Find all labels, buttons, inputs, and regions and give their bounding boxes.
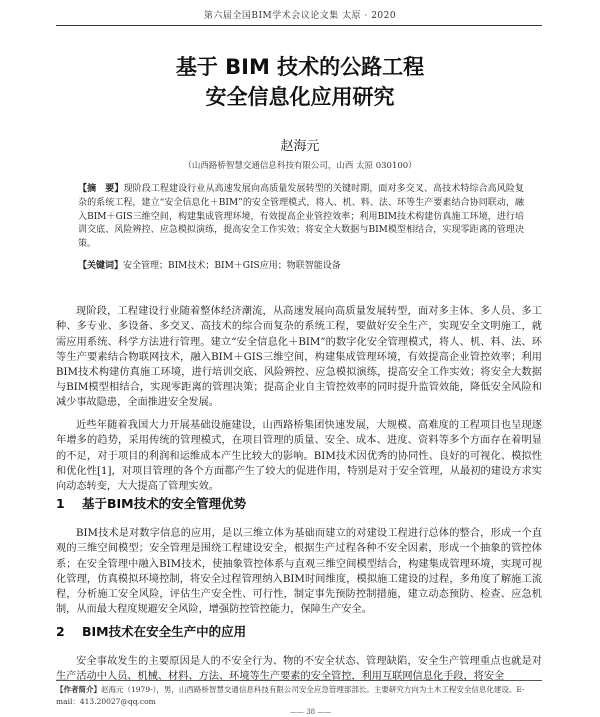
keywords-text: 安全管理；BIM技术；BIM＋GIS应用；物联智能设备: [123, 261, 341, 271]
abstract-text: 现阶段工程建设行业从高速发展向高质量发展转型的关键时期，面对多交叉、高技术特综合高风险复杂的系统工程，建立“安全信息化＋BIM”的安全管理模式，将人、机、料、法、环等生产要素结合协同联动，融入BIM＋GIS三维空间，构建集成管理环境，有效提高企业管控效率；利用BIM技术构建仿真施工环境，进行培训交底、风险辨控、应急模拟演练，提高安全工作实效；将安全大数据与BIM模型相结合，实现零距离的管理决策。: [78, 184, 524, 250]
keywords-label: 【关键词】: [78, 261, 124, 271]
section-heading-1: [56, 494, 246, 512]
author-affiliation: （山西路桥智慧交通信息科技有限公司，山西 太原 030100）: [183, 161, 417, 171]
paper-title: [0, 52, 600, 112]
title-line-1: 基于 BIM 技术的公路工程: [175, 55, 425, 79]
footnote-rule: [56, 680, 542, 681]
abstract: [78, 183, 524, 252]
section-1-title: 基于BIM技术的安全管理优势: [82, 496, 247, 511]
footnote-label: 【作者简介】: [56, 685, 101, 694]
author-footnote: [56, 684, 542, 708]
section-1-paragraph: BIM技术是对数字信息的应用，是以三维立体为基础而建立的对建设工程进行总体的整合，形成一个直观的三维空间模型；安全管理是围绕工程建设安全，根据生产过程各种不安全因素，形成一个抽象的管控体系；在安全管理中融入BIM技术，使抽象管控体系与直观三维空间模型结合，构建集成管理环境，实现可视化管理，仿真模拟环境控制，将安全过程管理纳入BIM时间维度，模拟施工建设的过程，多角度了解施工流程，分析施工安全风险，评估生产安全性、可行性，制定事先预防控制措施，建立动态预防、检查、应急机制，从而最大程度规避安全风险，增强防控管控能力，保障生产安全。: [56, 528, 542, 616]
keywords: [78, 258, 524, 271]
page-number: —— 38 ——: [290, 708, 332, 716]
intro-paragraph-2: 近些年随着我国大力开展基础设施建设，山西路桥集团快速发展，大规模、高难度的工程项目也呈现逐年增多的趋势，采用传统的管理模式，在项目管理的质量、安全、成本、进度、资料等多个方面存在着明显的不足，对于项目的利润和运维成本产生比较大的影响。BIM技术因优秀的协同性、良好的可视化、模拟性和优化性[1]，对项目管理的各个方面都产生了较大的促进作用，特别是对于安全管理，从最初的建设方求实向动态转变，大大提高了管理实效。: [56, 420, 542, 492]
running-head: 第六届全国BIM学术会议论文集 太原 · 2020: [203, 11, 397, 21]
abstract-label: 【摘 要】: [78, 184, 124, 194]
section-1-number: 1: [56, 496, 65, 511]
section-heading-2: [56, 622, 246, 640]
footnote-text: 赵海元（1979-），男，山西路桥智慧交通信息科技有限公司安全应急管理部部长。主要研究方向为土木工程安全信息化建设。E-mail：413.20027@qq.com: [56, 685, 525, 706]
header-rule: [56, 25, 542, 26]
section-2-number: 2: [56, 624, 65, 639]
author-name: 赵海元: [280, 139, 320, 154]
section-2-paragraph: 安全事故发生的主要原因是人的不安全行为、物的不安全状态、管理缺陷，安全生产管理重点也就是对生产活动中人员、机械、材料、方法、环境等生产要素的安全管控，利用互联网信息化手段，将安全: [56, 656, 542, 683]
title-line-2: 安全信息化应用研究: [205, 85, 395, 109]
section-2-title: BIM技术在安全生产中的应用: [82, 624, 247, 639]
intro-paragraph-1: 现阶段，工程建设行业随着整体经济潮流，从高速发展向高质量发展转型，面对多主体、多人员、多工种、多专业、多设备、多交叉、高技术的综合而复杂的系统工程，要做好安全生产，实现安全文明施工，就需应用系统、科学方法进行管理。建立“安全信息化＋BIM”的数字化安全管理模式，将人、机、料、法、环等生产要素结合物联网技术，融入BIM＋GIS三维空间，构建集成管理环境，有效提高企业管控效率；利用BIM技术构建仿真施工环境，进行培训交底、风险辨控、应急模拟演练，提高安全工作实效；将安全大数据与BIM模型相结合，实现零距离的管理决策；提高企业自主管控效率的同时提升监管效能，降低安全风险和减少事故隐患，全面推进安全发展。: [56, 306, 542, 409]
